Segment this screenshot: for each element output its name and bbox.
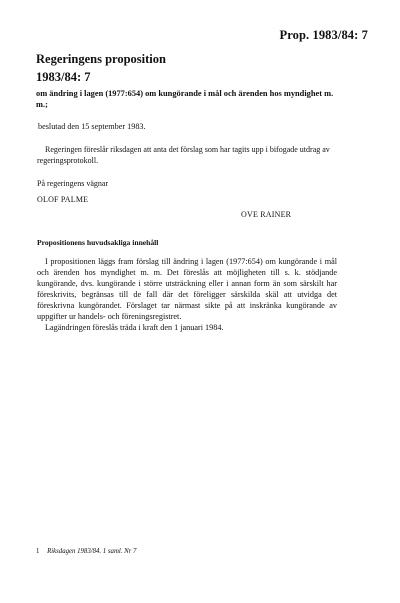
document-title: Regeringens proposition: [36, 52, 166, 66]
summary-paragraph: I propositionen läggs fram förslag till ändring i lagen (1977:654) om kungörande i mål och ärenden hos myndighet m. m. Det föreslås att möjligheten till s. k. stödjande kungörande, dvs. kungörande i större utsträckning eller i annan form än som särskilt har föreskrivits, begränsas till de fall där det föreligger särskilda skäl att utvidga det föreskrivna kungörandet. Förslaget tar närmast sikte på att inskränka kungörande av uppgifter ur handels- och föreningsregistret.: [37, 257, 337, 321]
summary-heading: Propositionens huvudsakliga innehåll: [37, 238, 159, 247]
on-behalf-line: På regeringens vägnar: [37, 179, 109, 188]
footer-source: Riksdagen 1983/84. 1 saml. Nr 7: [47, 548, 137, 555]
signature-minister: OVE RAINER: [241, 210, 292, 219]
summary-paragraph: Lagändringen föreslås träda i kraft den 1 januari 1984.: [45, 323, 224, 332]
proposition-number: 1983/84: 7: [36, 70, 91, 84]
summary-body: [37, 256, 337, 333]
page-footer: [36, 548, 136, 555]
proposition-reference: Prop. 1983/84: 7: [279, 28, 368, 42]
signature-prime-minister: OLOF PALME: [37, 195, 89, 204]
decision-date-line: beslutad den 15 september 1983.: [38, 122, 146, 131]
proposal-text: Regeringen föreslår riksdagen att anta det förslag som har tagits upp i bifogade utdrag av regeringsprotokoll.: [37, 145, 330, 165]
page-number: 1: [36, 548, 40, 555]
proposition-subject: om ändring i lagen (1977:654) om kungörande i mål och ärenden hos myndighet m. m.;: [36, 89, 334, 109]
